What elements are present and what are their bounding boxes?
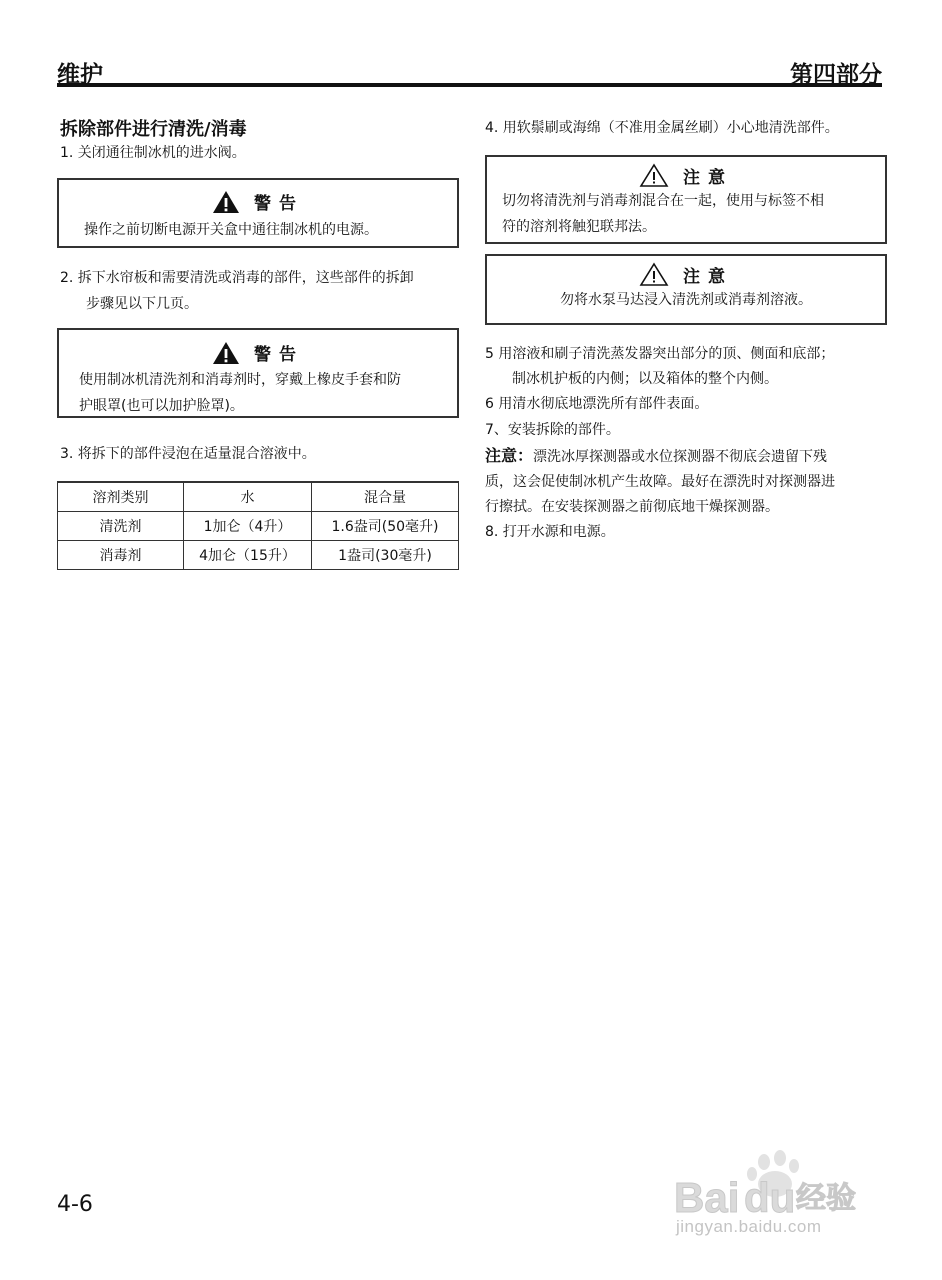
note-text-1: 漂洗冰厚探测器或水位探测器不彻底会遗留下残	[533, 449, 828, 465]
table-cell: 4加仑（15升）	[184, 541, 312, 570]
table-cell: 1加仑（4升）	[184, 512, 312, 541]
step-5-line-1: 5 用溶液和刷子清洗蒸发器突出部分的顶、侧面和底部；	[485, 346, 835, 362]
svg-text:du: du	[744, 1174, 796, 1221]
caution-text-1-line-2: 符的溶剂将触犯联邦法。	[502, 219, 656, 235]
warning-text-1: 操作之前切断电源开关盒中通往制冰机的电源。	[84, 222, 378, 238]
step-4: 4. 用软鬃刷或海绵（不准用金属丝刷）小心地清洗部件。	[485, 120, 839, 136]
step-7: 7、安装拆除的部件。	[485, 422, 620, 438]
table-header-cell: 混合量	[312, 482, 459, 512]
warning-icon	[212, 190, 240, 214]
note-line-2: 质，这会促使制冰机产生故障。最好在漂洗时对探测器进	[485, 474, 835, 490]
warning-title-1: 警告	[254, 194, 304, 214]
caution-title-2: 注意	[683, 267, 733, 287]
caution-text-1-line-1: 切勿将清洗剂与消毒剂混合在一起，使用与标签不相	[502, 193, 824, 209]
table-cell: 消毒剂	[58, 541, 184, 570]
warning-header-1	[59, 189, 457, 214]
table-cell: 清洗剂	[58, 512, 184, 541]
step-1: 1. 关闭通往制冰机的进水阀。	[60, 145, 246, 161]
table-header-row	[58, 482, 459, 512]
caution-header-1	[487, 163, 885, 188]
svg-text:Bai: Bai	[674, 1174, 740, 1221]
caution-icon	[639, 262, 669, 287]
part-name: 第四部分	[790, 62, 882, 88]
table-header-cell: 溶剂类别	[58, 482, 184, 512]
page-title: 拆除部件进行清洗/消毒	[60, 119, 247, 140]
warning-header-2	[59, 340, 457, 365]
warning-title-2: 警告	[254, 345, 304, 365]
step-2-line-2: 步骤见以下几页。	[86, 296, 198, 312]
caution-icon	[639, 163, 669, 188]
caution-box-1	[485, 155, 887, 244]
warning-icon	[212, 341, 240, 365]
header-rule	[57, 83, 882, 87]
step-6: 6 用清水彻底地漂洗所有部件表面。	[485, 396, 709, 412]
table-row	[58, 512, 459, 541]
caution-box-2	[485, 254, 887, 325]
table-cell: 1.6盎司(50毫升)	[312, 512, 459, 541]
section-name: 维护	[57, 62, 103, 88]
step-3: 3. 将拆下的部件浸泡在适量混合溶液中。	[60, 446, 316, 462]
caution-header-2	[487, 262, 885, 287]
step-8: 8. 打开水源和电源。	[485, 524, 615, 540]
caution-title-1: 注意	[683, 168, 733, 188]
table-cell: 1盎司(30毫升)	[312, 541, 459, 570]
note-line-1	[485, 443, 827, 470]
page-number: 4-6	[57, 1192, 93, 1217]
step-5-line-2: 制冰机护板的内侧；以及箱体的整个内侧。	[512, 371, 778, 387]
svg-text:经验: 经验	[796, 1181, 856, 1216]
step-2-line-1: 2. 拆下水帘板和需要清洗或消毒的部件，这些部件的拆卸	[60, 270, 414, 286]
warning-box-1	[57, 178, 459, 248]
warning-box-2	[57, 328, 459, 418]
note-line-3: 行擦拭。在安装探测器之前彻底地干燥探测器。	[485, 499, 779, 515]
warning-text-2-line-2: 护眼罩(也可以加护脸罩)。	[79, 398, 244, 414]
mix-table	[57, 481, 459, 570]
table-header-cell: 水	[184, 482, 312, 512]
warning-text-2-line-1: 使用制冰机清洗剂和消毒剂时，穿戴上橡皮手套和防	[79, 372, 401, 388]
note-label: 注意：	[485, 446, 534, 465]
table-row	[58, 541, 459, 570]
caution-text-2: 勿将水泵马达浸入清洗剂或消毒剂溶液。	[560, 292, 812, 308]
watermark-url: jingyan.baidu.com	[676, 1217, 822, 1236]
